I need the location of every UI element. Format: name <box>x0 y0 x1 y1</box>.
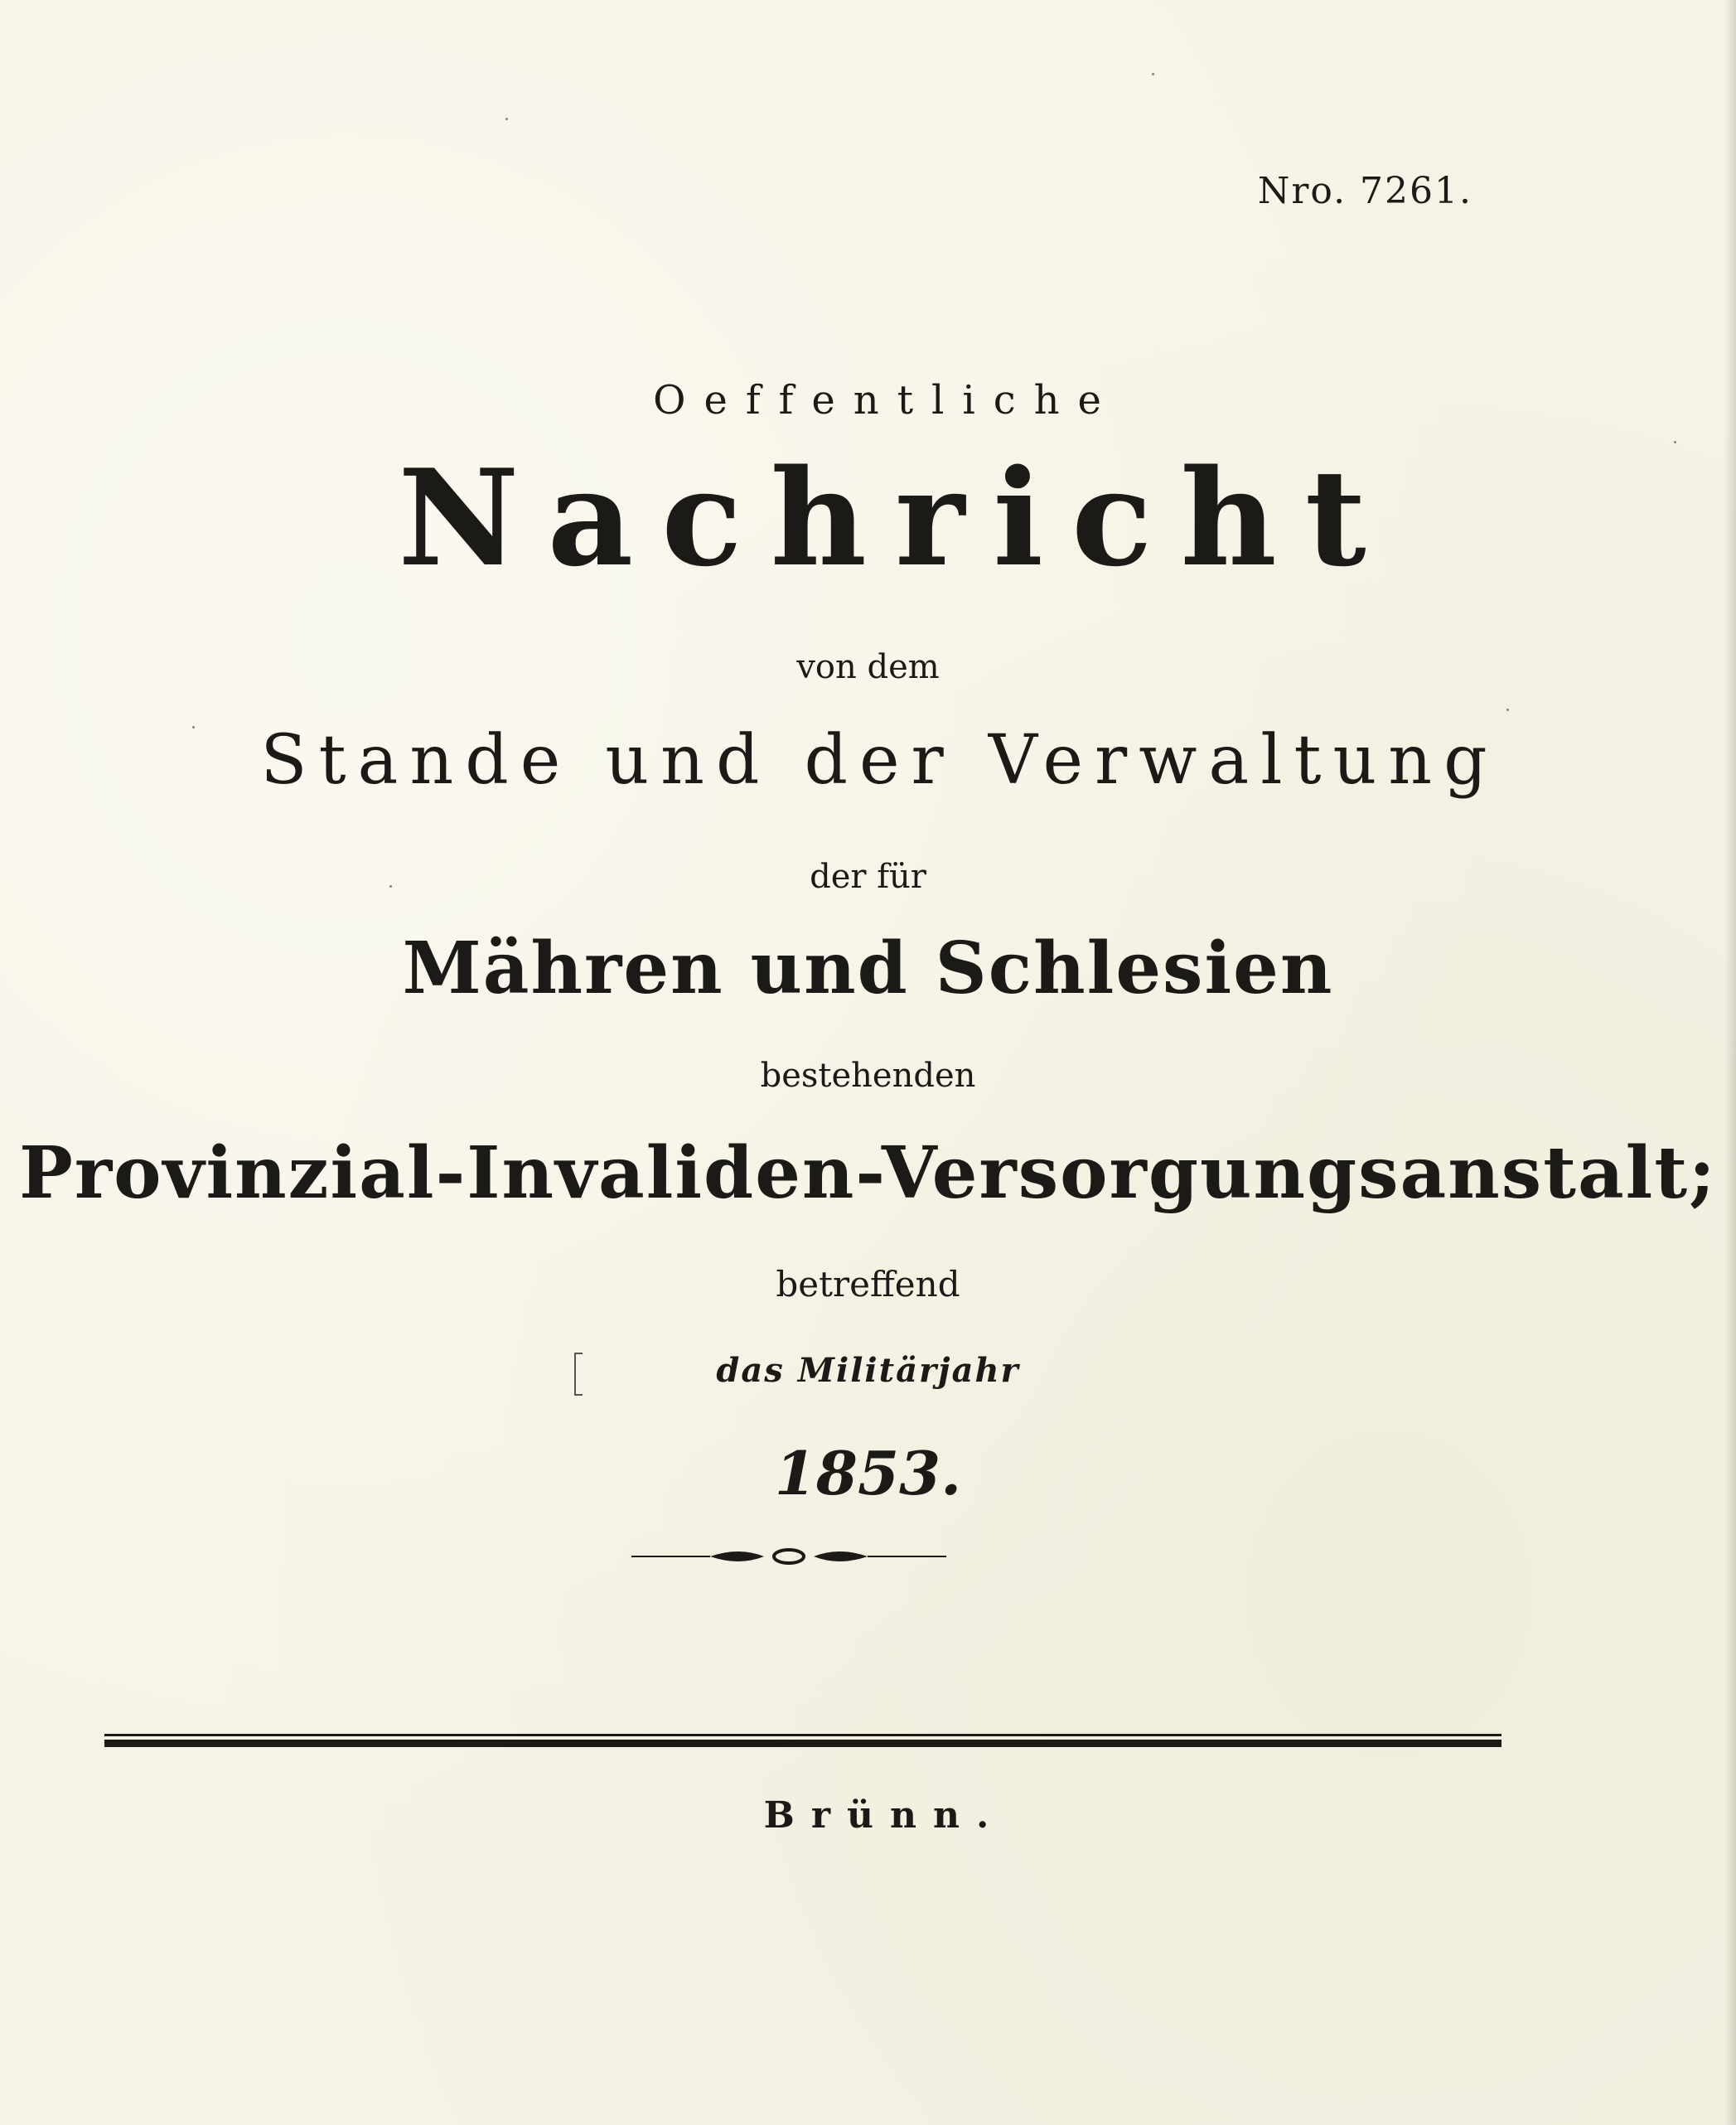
place-of-publication: Brünn. <box>763 1794 1006 1837</box>
text-maehren-und-schlesien: Mähren und Schlesien <box>402 927 1334 1010</box>
text-militaerjahr: das Militärjahr <box>716 1351 1020 1390</box>
double-rule <box>104 1734 1501 1747</box>
text-der-fuer: der für <box>810 858 926 896</box>
paper-speck <box>1152 73 1154 75</box>
paper-speck <box>1506 709 1509 711</box>
paper-speck <box>1674 441 1676 443</box>
text-institution-name: Provinzial-Invaliden-Versorgungsanstalt; <box>19 1131 1717 1215</box>
document-number: Nro. 7261. <box>1257 170 1472 212</box>
text-betreffend: betreffend <box>776 1264 960 1305</box>
rule-thick <box>104 1740 1501 1747</box>
year-label: 1853. <box>774 1438 962 1508</box>
text-stande-und-verwaltung: Stande und der Verwaltung <box>260 721 1499 800</box>
heading-oeffentliche: Oeffentliche <box>653 377 1119 424</box>
text-von-dem: von dem <box>796 648 940 686</box>
main-title: Nachricht <box>398 440 1395 596</box>
paper-speck <box>505 118 508 120</box>
ornament-divider <box>631 1544 946 1569</box>
rule-thin <box>104 1734 1501 1736</box>
text-bestehenden: bestehenden <box>760 1057 976 1095</box>
